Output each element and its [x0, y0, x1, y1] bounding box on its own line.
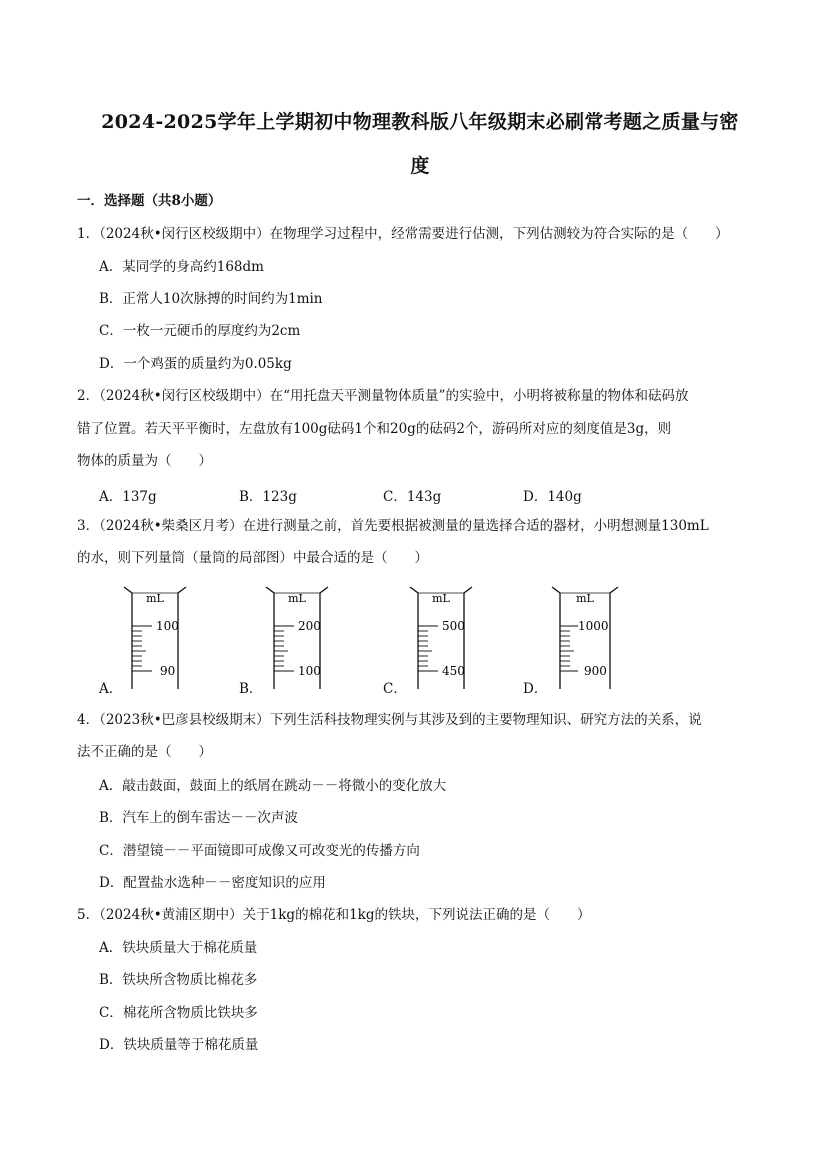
option-text: 配置盐水选种－－密度知识的应用: [123, 875, 326, 891]
question-3-option-a-label: A．: [99, 681, 123, 697]
question-2-option-b: [239, 485, 297, 505]
cylinder-b-bottom-mark: 100: [298, 664, 321, 678]
option-text: 143g: [406, 489, 442, 505]
measuring-cylinder-d: [548, 585, 622, 691]
cylinder-d-bottom-mark: 900: [584, 664, 607, 678]
option-label: A．: [99, 489, 123, 505]
question-2-stem-line-2: 错了位置。若天平平衡时，左盘放有100g砝码1个和20g的砝码2个，游码所对应的刻度值是3g，则: [77, 421, 672, 437]
cylinder-b-unit: mL: [288, 592, 306, 605]
measuring-cylinder-c: [406, 585, 476, 691]
question-4-option-b: [99, 808, 298, 828]
cylinder-a-unit: mL: [146, 592, 164, 605]
option-text: 140g: [547, 489, 582, 505]
question-5-stem: 5．（2024秋•黄浦区期中）关于1kg的棉花和1kg的铁块，下列说法正确的是（ ）: [77, 907, 591, 923]
cylinder-b-top-mark: 200: [298, 619, 321, 633]
option-text: 敲击鼓面，鼓面上的纸屑在跳动－－将微小的变化放大: [122, 778, 447, 794]
option-label: C．: [383, 489, 407, 505]
question-4-option-a: [99, 776, 446, 796]
option-text: 铁块质量等于棉花质量: [123, 1037, 259, 1053]
cylinder-c-ticks: [418, 626, 438, 671]
question-4-stem-line-2: 法不正确的是（ ）: [77, 744, 212, 760]
cylinder-d-top-mark: 1000: [578, 619, 609, 633]
question-1-option-d: [99, 354, 292, 374]
option-label: A．: [99, 778, 123, 794]
cylinder-c-top-mark: 500: [442, 619, 465, 633]
option-label: C．: [99, 1005, 123, 1021]
option-label: D．: [99, 356, 124, 372]
question-2-stem-line-3: 物体的质量为（ ）: [77, 453, 212, 469]
question-3-option-b-label: B．: [239, 681, 263, 697]
question-5-option-b: [99, 970, 257, 990]
option-label: C．: [99, 323, 123, 339]
question-2-option-a: [99, 485, 157, 505]
option-text: 正常人10次脉搏的时间约为1min: [122, 291, 323, 307]
option-label: D．: [523, 489, 548, 505]
cylinder-a-ticks: [132, 626, 152, 671]
section-heading: 一．选择题（共8小题）: [77, 193, 222, 209]
measuring-cylinder-a: [120, 585, 190, 691]
option-label: C．: [99, 843, 123, 859]
option-text: 棉花所含物质比铁块多: [122, 1005, 258, 1021]
option-text: 汽车上的倒车雷达－－次声波: [122, 810, 298, 826]
option-label: A．: [99, 259, 123, 275]
question-1-option-c: [99, 321, 300, 341]
question-4-option-c: [99, 841, 420, 861]
option-text: 铁块质量大于棉花质量: [122, 940, 258, 956]
cylinder-c-unit: mL: [432, 592, 450, 605]
question-1-option-a: [99, 257, 264, 277]
option-label: B．: [99, 810, 123, 826]
cylinder-a-top-mark: 100: [156, 619, 179, 633]
cylinder-a-bottom-mark: 90: [160, 664, 176, 678]
option-text: 铁块所含物质比棉花多: [122, 972, 258, 988]
question-5-option-a: [99, 938, 257, 958]
question-1-stem: 1．（2024秋•闵行区校级期中）在物理学习过程中，经常需要进行估测，下列估测较为符合实际的是（ ）: [77, 226, 729, 242]
option-label: D．: [99, 875, 124, 891]
question-5-option-c: [99, 1003, 258, 1023]
option-label: B．: [99, 291, 123, 307]
question-2-stem-line-1: 2．（2024秋•闵行区校级期中）在“用托盘天平测量物体质量”的实验中，小明将被称量的物体和砝码放: [77, 388, 689, 404]
question-4-stem-line-1: 4．（2023秋•巴彦县校级期末）下列生活科技物理实例与其涉及到的主要物理知识、研究方法的关系，说: [77, 712, 702, 728]
option-text: 137g: [122, 489, 157, 505]
question-2-option-d: [523, 485, 582, 505]
option-text: 一个鸡蛋的质量约为0.05kg: [123, 356, 292, 372]
question-3-stem-line-2: 的水，则下列量筒（量筒的局部图）中最合适的是（ ）: [77, 550, 428, 566]
question-1-option-b: [99, 289, 323, 309]
cylinder-d-unit: mL: [576, 592, 594, 605]
question-3-stem-line-1: 3．（2024秋•柴桑区月考）在进行测量之前，首先要根据被测量的量选择合适的器材，小明想测量130mL: [77, 518, 709, 534]
cylinder-c-bottom-mark: 450: [442, 664, 465, 678]
question-2-option-c: [383, 485, 441, 505]
cylinder-d-ticks: [560, 626, 578, 671]
option-text: 123g: [262, 489, 297, 505]
option-text: 潜望镜－－平面镜即可成像又可改变光的传播方向: [122, 843, 420, 859]
title-line-1: 2024-2025学年上学期初中物理教科版八年级期末必刷常考题之质量与密: [101, 111, 739, 133]
page-title: [100, 100, 740, 188]
option-label: A．: [99, 940, 123, 956]
measuring-cylinder-b: [262, 585, 332, 691]
option-text: 某同学的身高约168dm: [122, 259, 264, 275]
title-line-2: 度: [410, 155, 430, 177]
question-3-option-d-label: D．: [523, 681, 548, 697]
option-text: 一枚一元硬币的厚度约为2cm: [122, 323, 301, 339]
question-3-option-c-label: C．: [383, 681, 407, 697]
option-label: D．: [99, 1037, 124, 1053]
cylinder-b-ticks: [274, 626, 294, 671]
question-5-option-d: [99, 1035, 258, 1055]
option-label: B．: [239, 489, 263, 505]
option-label: B．: [99, 972, 123, 988]
question-4-option-d: [99, 873, 326, 893]
